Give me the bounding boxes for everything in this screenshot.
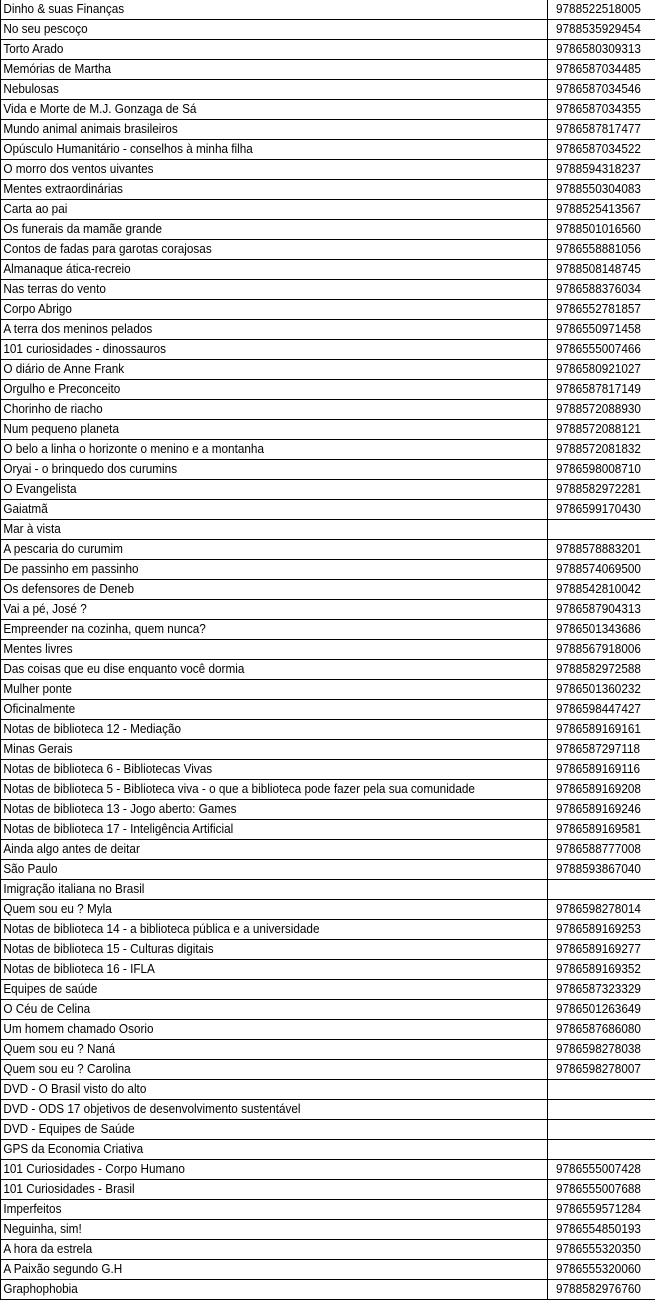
book-title-cell[interactable]: DVD - Equipes de Saúde xyxy=(1,1120,515,1140)
book-title-cell[interactable]: Num pequeno planeta xyxy=(1,420,515,440)
book-title-cell[interactable]: Corpo Abrigo xyxy=(1,300,515,320)
book-title-cell[interactable]: Imperfeitos xyxy=(1,1200,515,1220)
table-row xyxy=(1,1060,655,1080)
isbn-cell[interactable]: 9786587034355 xyxy=(548,100,655,120)
table-row xyxy=(1,1200,655,1220)
book-title-cell[interactable]: A terra dos meninos pelados xyxy=(1,320,515,340)
table-row xyxy=(1,1160,655,1180)
table-row xyxy=(1,880,655,900)
isbn-cell[interactable]: 9786587034546 xyxy=(548,80,655,100)
book-title-cell[interactable]: A pescaria do curumim xyxy=(1,540,515,560)
book-title-cell[interactable]: GPS da Economia Criativa xyxy=(1,1140,515,1160)
isbn-cell[interactable]: 9786555007466 xyxy=(548,340,655,360)
book-title-cell[interactable]: Ainda algo antes de deitar xyxy=(1,840,515,860)
isbn-cell[interactable]: 9788525413567 xyxy=(548,200,655,220)
isbn-cell[interactable]: 9788572081832 xyxy=(548,440,655,460)
table-row xyxy=(1,1220,655,1240)
table-row xyxy=(1,1080,655,1100)
table-row xyxy=(1,1180,655,1200)
book-title-cell[interactable]: A hora da estrela xyxy=(1,1240,515,1260)
isbn-cell[interactable]: 9786587034485 xyxy=(548,60,655,80)
isbn-cell[interactable]: 9786589169581 xyxy=(548,820,655,840)
book-title-cell[interactable]: Oficinalmente xyxy=(1,700,515,720)
book-title-cell[interactable]: Memórias de Martha xyxy=(1,60,515,80)
book-title-cell[interactable]: No seu pescoço xyxy=(1,20,515,40)
table-row xyxy=(1,620,655,640)
book-title-cell[interactable]: O diário de Anne Frank xyxy=(1,360,515,380)
book-title-cell[interactable]: Quem sou eu ? Naná xyxy=(1,1040,515,1060)
book-title-cell[interactable]: Mulher ponte xyxy=(1,680,515,700)
book-title-cell[interactable]: DVD - O Brasil visto do alto xyxy=(1,1080,515,1100)
book-title-cell[interactable]: 101 Curiosidades - Corpo Humano xyxy=(1,1160,515,1180)
table-row xyxy=(1,280,655,300)
isbn-cell[interactable] xyxy=(548,880,655,900)
table-row xyxy=(1,980,655,1000)
book-title-cell[interactable]: Notas de biblioteca 6 - Bibliotecas Vivas xyxy=(1,760,515,780)
book-title-cell[interactable]: O Evangelista xyxy=(1,480,515,500)
isbn-cell[interactable] xyxy=(548,520,655,540)
isbn-cell[interactable]: 9786588777008 xyxy=(548,840,655,860)
isbn-cell[interactable]: 9786598447427 xyxy=(548,700,655,720)
book-title-cell[interactable]: O morro dos ventos uivantes xyxy=(1,160,515,180)
isbn-cell[interactable]: 9786587034522 xyxy=(548,140,655,160)
book-title-cell[interactable]: Os defensores de Deneb xyxy=(1,580,515,600)
table-row xyxy=(1,80,655,100)
isbn-cell[interactable]: 9788522518005 xyxy=(548,0,655,20)
book-title-cell[interactable]: Opúsculo Humanitário - conselhos à minha filha xyxy=(1,140,515,160)
book-title-cell[interactable]: Vida e Morte de M.J. Gonzaga de Sá xyxy=(1,100,515,120)
table-row xyxy=(1,1140,655,1160)
book-title-cell[interactable]: Mentes extraordinárias xyxy=(1,180,515,200)
table-row xyxy=(1,720,655,740)
table-row xyxy=(1,240,655,260)
table-row xyxy=(1,840,655,860)
book-title-cell[interactable]: Torto Arado xyxy=(1,40,515,60)
book-title-cell[interactable]: Notas de biblioteca 17 - Inteligência Artificial xyxy=(1,820,515,840)
book-title-cell[interactable]: Empreender na cozinha, quem nunca? xyxy=(1,620,515,640)
table-row xyxy=(1,1100,655,1120)
table-row xyxy=(1,460,655,480)
book-title-cell[interactable]: O Céu de Celina xyxy=(1,1000,515,1020)
book-title-cell[interactable]: Carta ao pai xyxy=(1,200,515,220)
table-row xyxy=(1,360,655,380)
isbn-cell[interactable]: 9786599170430 xyxy=(548,500,655,520)
book-title-cell[interactable]: O belo a linha o horizonte o menino e a montanha xyxy=(1,440,515,460)
isbn-cell[interactable]: 9786587323329 xyxy=(548,980,655,1000)
isbn-cell[interactable] xyxy=(548,1140,655,1160)
isbn-cell[interactable]: 9788582976760 xyxy=(548,1280,655,1300)
isbn-cell[interactable]: 9786598278014 xyxy=(548,900,655,920)
table-row xyxy=(1,160,655,180)
isbn-cell[interactable]: 9786588376034 xyxy=(548,280,655,300)
book-title-cell[interactable]: Nas terras do vento xyxy=(1,280,515,300)
book-title-cell[interactable]: Equipes de saúde xyxy=(1,980,515,1000)
isbn-cell[interactable]: 9788582972281 xyxy=(548,480,655,500)
table-row xyxy=(1,800,655,820)
book-title-cell[interactable]: A Paixão segundo G.H xyxy=(1,1260,515,1280)
table-row xyxy=(1,380,655,400)
table-row xyxy=(1,700,655,720)
isbn-cell[interactable]: 9786589169277 xyxy=(548,940,655,960)
isbn-cell[interactable]: 9788508148745 xyxy=(548,260,655,280)
table-row xyxy=(1,760,655,780)
isbn-cell[interactable]: 9786589169208 xyxy=(548,780,655,800)
table-row xyxy=(1,340,655,360)
isbn-cell[interactable]: 9788567918006 xyxy=(548,640,655,660)
book-title-cell[interactable]: Quem sou eu ? Myla xyxy=(1,900,515,920)
table-row xyxy=(1,1260,655,1280)
isbn-cell[interactable]: 9786580921027 xyxy=(548,360,655,380)
isbn-cell[interactable] xyxy=(548,1120,655,1140)
table-row xyxy=(1,1280,655,1300)
isbn-cell[interactable]: 9788572088930 xyxy=(548,400,655,420)
table-row xyxy=(1,220,655,240)
isbn-cell[interactable]: 9786587904313 xyxy=(548,600,655,620)
table-row xyxy=(1,920,655,940)
book-title-cell[interactable]: 101 curiosidades - dinossauros xyxy=(1,340,515,360)
table-row xyxy=(1,180,655,200)
book-title-cell[interactable]: Contos de fadas para garotas corajosas xyxy=(1,240,515,260)
table-row xyxy=(1,1120,655,1140)
table-row xyxy=(1,320,655,340)
book-title-cell[interactable]: Os funerais da mamãe grande xyxy=(1,220,515,240)
isbn-cell[interactable]: 9788574069500 xyxy=(548,560,655,580)
table-row xyxy=(1,680,655,700)
table-row xyxy=(1,780,655,800)
book-title-cell[interactable]: Imigração italiana no Brasil xyxy=(1,880,515,900)
isbn-cell[interactable]: 9786598008710 xyxy=(548,460,655,480)
book-title-cell[interactable]: Notas de biblioteca 5 - Biblioteca viva - o que a biblioteca pode fazer pela sua comunidade xyxy=(1,780,515,800)
isbn-cell[interactable]: 9786598278038 xyxy=(548,1040,655,1060)
isbn-cell[interactable] xyxy=(548,1080,655,1100)
table-row xyxy=(1,400,655,420)
table-row xyxy=(1,300,655,320)
isbn-cell[interactable]: 9786558881056 xyxy=(548,240,655,260)
book-title-cell[interactable]: De passinho em passinho xyxy=(1,560,515,580)
isbn-cell[interactable]: 9786501343686 xyxy=(548,620,655,640)
isbn-cell[interactable]: 9786550971458 xyxy=(548,320,655,340)
isbn-cell[interactable]: 9786554850193 xyxy=(548,1220,655,1240)
book-title-cell[interactable]: Nebulosas xyxy=(1,80,515,100)
table-row xyxy=(1,40,655,60)
table-row xyxy=(1,500,655,520)
isbn-cell[interactable]: 9786555320060 xyxy=(548,1260,655,1280)
book-title-cell[interactable]: Neguinha, sim! xyxy=(1,1220,515,1240)
book-title-cell[interactable]: Notas de biblioteca 16 - IFLA xyxy=(1,960,515,980)
table-row xyxy=(1,0,655,20)
table-row xyxy=(1,640,655,660)
table-row xyxy=(1,560,655,580)
book-title-cell[interactable]: Orgulho e Preconceito xyxy=(1,380,515,400)
table-body xyxy=(1,0,655,1300)
book-title-cell[interactable]: Chorinho de riacho xyxy=(1,400,515,420)
table-row xyxy=(1,520,655,540)
book-title-cell[interactable]: Notas de biblioteca 12 - Mediação xyxy=(1,720,515,740)
table-row xyxy=(1,900,655,920)
book-title-cell[interactable]: Oryai - o brinquedo dos curumins xyxy=(1,460,515,480)
table-row xyxy=(1,1020,655,1040)
isbn-cell[interactable]: 9788578883201 xyxy=(548,540,655,560)
isbn-cell[interactable]: 9786555007428 xyxy=(548,1160,655,1180)
table-row xyxy=(1,1000,655,1020)
table-row xyxy=(1,960,655,980)
book-title-cell[interactable]: Notas de biblioteca 15 - Culturas digitais xyxy=(1,940,515,960)
table-row xyxy=(1,860,655,880)
table-row xyxy=(1,1040,655,1060)
table-row xyxy=(1,140,655,160)
book-title-cell[interactable]: Mar à vista xyxy=(1,520,515,540)
isbn-cell[interactable]: 9788501016560 xyxy=(548,220,655,240)
table-row xyxy=(1,660,655,680)
table-row xyxy=(1,20,655,40)
isbn-cell[interactable]: 9786589169253 xyxy=(548,920,655,940)
isbn-cell[interactable]: 9786589169352 xyxy=(548,960,655,980)
table-row xyxy=(1,740,655,760)
isbn-cell[interactable]: 9788594318237 xyxy=(548,160,655,180)
book-title-cell[interactable]: Das coisas que eu dise enquanto você dormia xyxy=(1,660,515,680)
isbn-cell[interactable]: 9786580309313 xyxy=(548,40,655,60)
isbn-cell[interactable]: 9786501360232 xyxy=(548,680,655,700)
isbn-cell[interactable]: 9786552781857 xyxy=(548,300,655,320)
isbn-cell[interactable]: 9786589169161 xyxy=(548,720,655,740)
book-title-cell[interactable]: Um homem chamado Osorio xyxy=(1,1020,515,1040)
book-title-cell[interactable]: Notas de biblioteca 13 - Jogo aberto: Games xyxy=(1,800,515,820)
book-title-cell[interactable]: Mentes livres xyxy=(1,640,515,660)
isbn-cell[interactable]: 9786589169246 xyxy=(548,800,655,820)
table-row xyxy=(1,480,655,500)
isbn-cell[interactable]: 9788572088121 xyxy=(548,420,655,440)
table-row xyxy=(1,940,655,960)
table-row xyxy=(1,260,655,280)
book-title-cell[interactable]: 101 Curiosidades - Brasil xyxy=(1,1180,515,1200)
table-row xyxy=(1,440,655,460)
isbn-cell[interactable]: 9786559571284 xyxy=(548,1200,655,1220)
isbn-cell[interactable]: 9786555007688 xyxy=(548,1180,655,1200)
isbn-cell[interactable]: 9788542810042 xyxy=(548,580,655,600)
isbn-cell[interactable]: 9786501263649 xyxy=(548,1000,655,1020)
isbn-cell[interactable]: 9788582972588 xyxy=(548,660,655,680)
table-row xyxy=(1,100,655,120)
isbn-cell[interactable]: 9788593867040 xyxy=(548,860,655,880)
book-title-cell[interactable]: Mundo animal animais brasileiros xyxy=(1,120,515,140)
book-title-cell[interactable]: Notas de biblioteca 14 - a biblioteca pública e a universidade xyxy=(1,920,515,940)
book-title-cell[interactable]: Dinho & suas Finanças xyxy=(1,0,515,20)
book-title-cell[interactable]: Graphophobia xyxy=(1,1280,515,1300)
table-row xyxy=(1,1240,655,1260)
isbn-cell[interactable]: 9786587297118 xyxy=(548,740,655,760)
book-title-cell[interactable]: Vai a pé, José ? xyxy=(1,600,515,620)
table-row xyxy=(1,120,655,140)
isbn-cell[interactable]: 9786587817149 xyxy=(548,380,655,400)
table-row xyxy=(1,540,655,560)
isbn-cell[interactable]: 9786555320350 xyxy=(548,1240,655,1260)
isbn-cell[interactable] xyxy=(548,1100,655,1120)
isbn-cell[interactable]: 9788535929454 xyxy=(548,20,655,40)
isbn-cell[interactable]: 9786589169116 xyxy=(548,760,655,780)
book-title-cell[interactable]: Almanaque ática-recreio xyxy=(1,260,515,280)
book-title-cell[interactable]: Quem sou eu ? Carolina xyxy=(1,1060,515,1080)
book-title-cell[interactable]: Minas Gerais xyxy=(1,740,515,760)
isbn-cell[interactable]: 9786598278007 xyxy=(548,1060,655,1080)
book-title-cell[interactable]: DVD - ODS 17 objetivos de desenvolvimento sustentável xyxy=(1,1100,515,1120)
table-row xyxy=(1,820,655,840)
table-row xyxy=(1,600,655,620)
isbn-cell[interactable]: 9788550304083 xyxy=(548,180,655,200)
book-title-cell[interactable]: São Paulo xyxy=(1,860,515,880)
table-row xyxy=(1,60,655,80)
table-row xyxy=(1,420,655,440)
table-row xyxy=(1,580,655,600)
isbn-cell[interactable]: 9786587817477 xyxy=(548,120,655,140)
book-title-cell[interactable]: Gaiatmã xyxy=(1,500,515,520)
table-row xyxy=(1,200,655,220)
isbn-cell[interactable]: 9786587686080 xyxy=(548,1020,655,1040)
